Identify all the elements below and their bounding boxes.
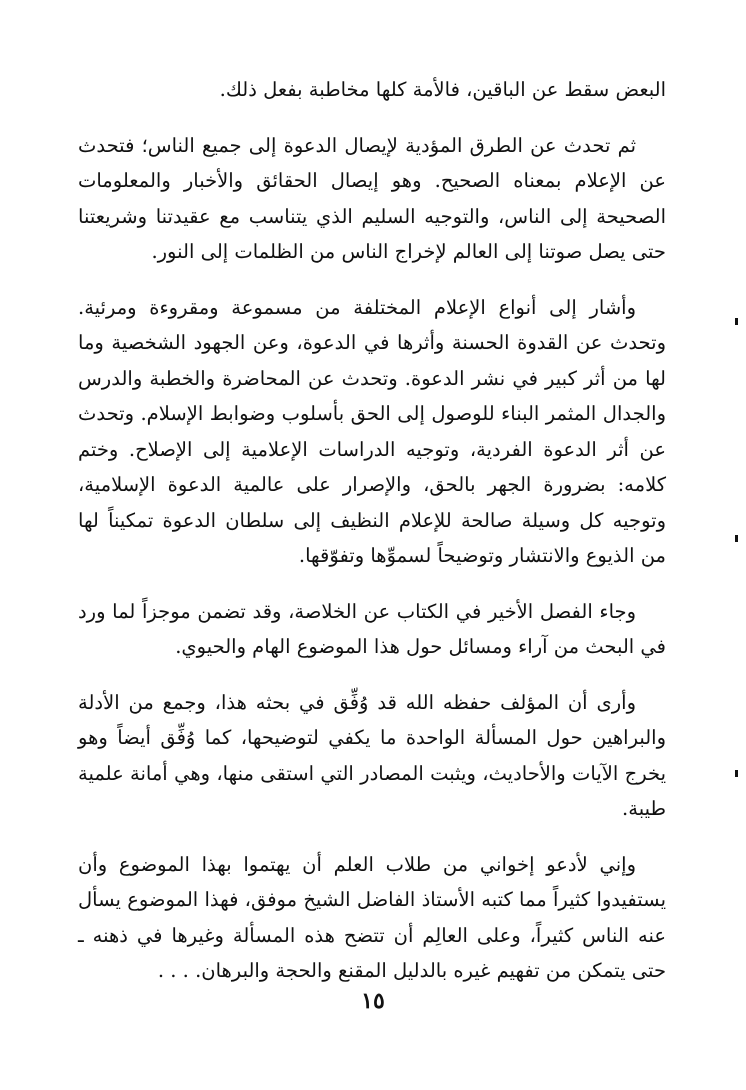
document-page-body (78, 72, 666, 1009)
margin-mark (735, 535, 738, 542)
paragraph-media-types: وأشار إلى أنواع الإعلام المختلفة من مسموعة ومقروءة ومرئية. وتحدث عن القدوة الحسنة وأثرها في الدعوة، وعن الجهود الشخصية وما لها من أثر كبير في نشر الدعوة. وتحدث عن المحاضرة والخطبة والدرس والجدال المثمر البناء للوصول إلى الحق بأسلوب وضوابط الإسلام. وتحدث عن أثر الدعوة الفردية، وتوجيه الدراسات الإعلامية إلى الإصلاح. وختم كلامه: بضرورة الجهر بالحق، والإصرار على عالمية الدعوة الإسلامية، وتوجيه كل وسيلة صالحة للإعلام النظيف إلى سلطان الدعوة تمكيناً لها من الذيوع والانتشار وتوضيحاً لسموِّها وتفوّقها. (78, 295, 666, 567)
paragraph-continuation: البعض سقط عن الباقين، فالأمة كلها مخاطبة بفعل ذلك. (219, 78, 666, 101)
margin-mark (735, 318, 738, 325)
page-number: ١٥ (361, 988, 385, 1014)
margin-mark (735, 770, 738, 777)
paragraph-recommendation: وإني لأدعو إخواني من طلاب العلم أن يهتموا بهذا الموضوع وأن يستفيدوا كثيراً مما كتبه الأستاذ الفاضل الشيخ موفق، فهذا الموضوع يسأل عنه الناس كثيراً، وعلى العالِم أن تتضح هذه المسألة وغيرها في ذهنه ـ حتى يتمكن من تفهيم غيره بالدليل المقنع والحجة والبرهان. . . . (78, 852, 666, 982)
paragraph-media-methods: ثم تحدث عن الطرق المؤدية لإيصال الدعوة إلى جميع الناس؛ فتحدث عن الإعلام بمعناه الصحيح. وهو إيصال الحقائق والأخبار والمعلومات الصحيحة إلى الناس، والتوجيه السليم الذي يتناسب مع عقيدتنا وشريعتنا حتى يصل صوتنا إلى العالم لإخراج الناس من الظلمات إلى النور. (78, 133, 666, 263)
paragraph-author-assessment: وأرى أن المؤلف حفظه الله قد وُفِّق في بحثه هذا، وجمع من الأدلة والبراهين حول المسألة الواحدة ما يكفي لتوضيحها، كما وُفِّق أيضاً وهو يخرج الآيات والأحاديث، ويثبت المصادر التي استقى منها، وهي أمانة علمية طيبة. (78, 690, 666, 820)
paragraph-final-chapter: وجاء الفصل الأخير في الكتاب عن الخلاصة، وقد تضمن موجزاً لما ورد في البحث من آراء ومسائل حول هذا الموضوع الهام والحيوي. (78, 599, 666, 658)
